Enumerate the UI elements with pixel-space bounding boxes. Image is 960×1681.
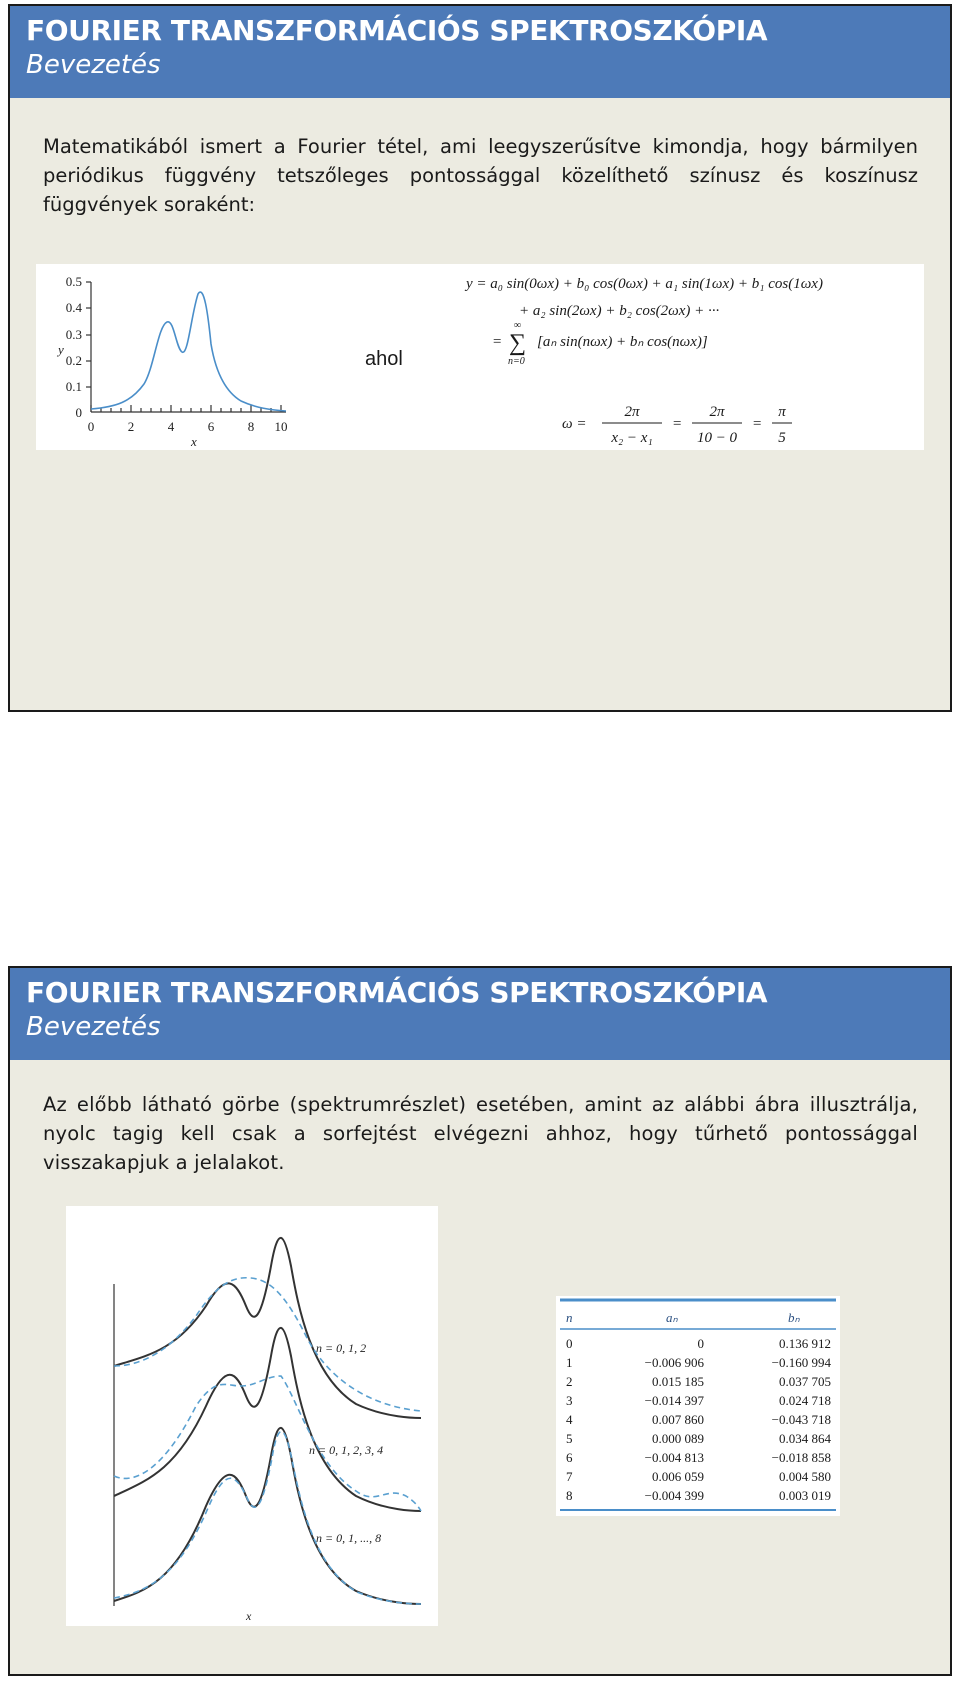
table-cell: 0.024 718 [779,1393,831,1408]
x-tick-label: 6 [207,419,215,434]
table-cell: 0.136 912 [779,1336,831,1351]
table-cell: −0.043 718 [771,1412,831,1427]
table-cell: 7 [566,1469,573,1484]
y-tick-label: 0.4 [65,300,82,315]
table-cell: −0.006 906 [644,1355,704,1370]
x-tick-label: 8 [247,419,255,434]
curve-approx-1 [114,1278,421,1411]
curve-original [114,1238,421,1418]
table-cell: −0.004 399 [644,1488,704,1503]
table-cell: 5 [566,1431,573,1446]
sum-symbol: ∑ [509,330,527,356]
x-tick-label: 2 [127,419,135,434]
table-row [566,1336,831,1351]
table-header: aₙ [666,1310,678,1325]
frac3-num: π [778,404,786,420]
frac3-den: 5 [778,430,786,446]
table-cell: 6 [566,1450,573,1465]
fourier-formula [454,264,924,450]
connector-word: ahol [365,348,403,370]
slide-2 [8,966,952,1676]
table-cell: 0.003 019 [779,1488,831,1503]
slide-1 [8,4,952,712]
slide-subtitle: Bevezetés [26,1012,161,1042]
table-cell: 8 [566,1488,573,1503]
coefficient-table [556,1296,840,1516]
y-tick-label: 0.2 [65,353,82,368]
table-cell: 0.007 860 [652,1412,704,1427]
sum-equals: = [492,334,503,350]
curve-original [114,1328,421,1511]
table-cell: 1 [566,1355,573,1370]
curve-label: n = 0, 1, 2, 3, 4 [309,1443,384,1457]
frac1-den: x₂ − x₁ [611,430,653,446]
table-row [566,1469,831,1484]
curves-figure [66,1206,438,1626]
table-cell: 0.015 185 [652,1374,704,1389]
table-cell: 0.004 580 [779,1469,831,1484]
slide-title: FOURIER TRANSZFORMÁCIÓS SPEKTROSZKÓPIA [26,976,768,1009]
table-cell: 0.000 089 [652,1431,704,1446]
slide-title: FOURIER TRANSZFORMÁCIÓS SPEKTROSZKÓPIA [26,14,768,47]
x-axis-label: x [246,1609,252,1623]
table-row [566,1431,832,1446]
table-cell: −0.160 994 [771,1355,831,1370]
table-cell: 0.034 864 [779,1431,831,1446]
formula-line-1: y = a₀ sin(0ωx) + b₀ cos(0ωx) + a₁ sin(1ωx) + b₁ cos(1ωx) [466,276,823,292]
equals: = [752,416,763,432]
table-header: bₙ [788,1310,800,1325]
table-row [566,1412,831,1427]
y-tick-label: 0.1 [65,379,82,394]
table-cell: −0.014 397 [644,1393,704,1408]
slide-header [10,6,950,98]
sum-body: [aₙ sin(nωx) + bₙ cos(nωx)] [537,334,708,350]
omega-lhs: ω = [562,416,587,432]
frac2-num: 2π [709,404,725,420]
table-row [566,1450,831,1465]
x-axis-label: x [191,434,197,449]
coefficient-table-panel [556,1296,840,1516]
slide-body-text: Matematikából ismert a Fourier tétel, ami leegyszerűsítve kimondja, hogy bármilyen periódikus függvény tetszőleges pontossággal közelíthető színusz és koszínusz függvények soraként: [43,135,918,216]
table-cell: 4 [566,1412,573,1427]
slide-subtitle: Bevezetés [26,50,161,80]
y-axis-label: y [58,342,64,357]
curves-svg [66,1206,438,1626]
slide-body-text: Az előbb látható görbe (spektrumrészlet) esetében, amint az alábbi ábra illusztrálja, nyolc tagig kell csak a sorfejtést elvégezni ahhoz, hogy tűrhető pontossággal visszakapjuk a jelalakot. [43,1093,918,1174]
table-row [566,1374,831,1389]
curve-label: n = 0, 1, 2 [316,1341,367,1355]
x-tick-label: 10 [274,419,288,434]
y-tick-label: 0.5 [65,274,82,289]
equals: = [672,416,683,432]
formula-line-2: + a₂ sin(2ωx) + b₂ cos(2ωx) + ··· [519,303,720,319]
table-cell: 0.037 705 [779,1374,831,1389]
table-header: n [566,1310,573,1325]
x-tick-label: 4 [167,419,175,434]
x-tick-label: 0 [87,419,95,434]
table-cell: −0.004 813 [644,1450,704,1465]
spectrum-curve [91,292,286,411]
frac1-num: 2π [624,404,640,420]
curve-label: n = 0, 1, ..., 8 [316,1531,382,1545]
table-cell: 2 [566,1374,573,1389]
table-cell: 0.006 059 [652,1469,704,1484]
table-cell: 0 [697,1336,704,1351]
table-cell: 3 [566,1393,573,1408]
sum-upper: ∞ [514,320,522,331]
spectrum-plot [36,264,306,450]
figure-panel [36,264,924,450]
table-cell: −0.018 858 [771,1450,831,1465]
table-row [566,1355,831,1370]
table-cell: 0 [566,1336,573,1351]
y-tick-label: 0 [75,405,82,420]
slide-header [10,968,950,1060]
table-row [566,1488,831,1503]
table-row [566,1393,831,1408]
frac2-den: 10 − 0 [696,430,738,446]
curve-approx-3 [114,1432,421,1604]
y-tick-label: 0.3 [65,327,82,342]
sum-lower: n=0 [508,356,525,367]
